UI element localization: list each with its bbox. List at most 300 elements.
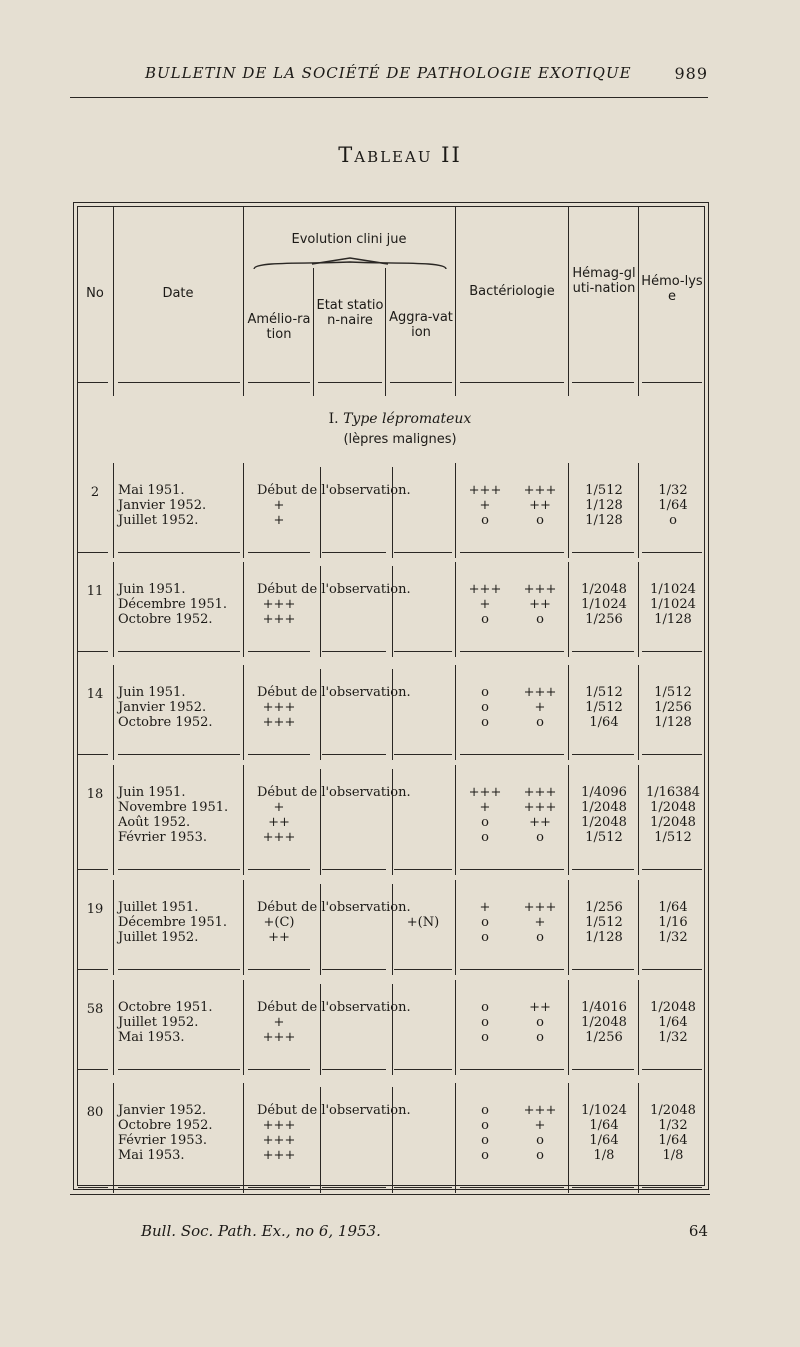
journal-reference: Bull. Soc. Path. Ex., no 6, 1953. xyxy=(141,1222,381,1240)
aggravation-list-value xyxy=(390,715,456,730)
case-number: 58 xyxy=(86,1002,104,1017)
group-col-divider xyxy=(455,1083,456,1193)
group-bottom-rule xyxy=(78,969,108,970)
bacteriology-left-list-value: o xyxy=(481,1000,489,1015)
aggravation-list-value: +(N) xyxy=(406,915,440,930)
bacteriology-left-list xyxy=(460,685,510,730)
hemagglutination-list-value: 1/1024 xyxy=(581,597,627,612)
group-bottom-rule xyxy=(572,552,634,553)
group-bottom-rule xyxy=(118,754,240,755)
hemagglutination-list-value: 1/64 xyxy=(589,715,619,730)
group-subcol-divider xyxy=(392,1087,393,1193)
amelioration-list-value xyxy=(248,1000,310,1015)
aggravation-list-value xyxy=(390,1148,456,1163)
hemagglutination-list-value: 1/8 xyxy=(593,1148,615,1163)
section-title: Type lépromateux xyxy=(343,411,472,427)
evolution-start: Début de l'observation. xyxy=(257,685,411,700)
group-col-divider xyxy=(243,665,244,760)
hemolyse-list-value: 1/128 xyxy=(654,612,692,627)
date-list-value: Mai 1951. xyxy=(118,483,185,498)
amelioration-list-value xyxy=(248,582,310,597)
group-col-divider xyxy=(455,463,456,558)
group-bottom-rule xyxy=(460,754,564,755)
aggravation-list-value xyxy=(390,900,456,915)
aggravation-list xyxy=(390,582,456,627)
bacteriology-right-list-value: o xyxy=(536,1030,544,1045)
bacteriology-right-list-value: o xyxy=(536,930,544,945)
aggravation-list xyxy=(390,1000,456,1045)
group-bottom-rule xyxy=(78,1069,108,1070)
amelioration-list-value: +++ xyxy=(262,597,296,612)
amelioration-list-value xyxy=(248,1103,310,1118)
group-subcol-divider xyxy=(320,467,321,558)
page-number: 989 xyxy=(674,64,708,83)
group-col-divider xyxy=(243,880,244,975)
aggravation-list xyxy=(390,1103,456,1163)
hemolyse-list-value: 1/1024 xyxy=(650,597,696,612)
date-list-value: Juin 1951. xyxy=(118,785,186,800)
hemagglutination-list-value: 1/64 xyxy=(589,1118,619,1133)
aggravation-list-value xyxy=(390,612,456,627)
bacteriology-right-list-value: o xyxy=(536,513,544,528)
group-bottom-rule xyxy=(78,869,108,870)
group-bottom-rule xyxy=(460,552,564,553)
hemolyse-list-value: 1/1024 xyxy=(650,582,696,597)
hemolyse-list-value: o xyxy=(669,513,677,528)
date-list xyxy=(118,785,244,845)
aggravation-list-value xyxy=(390,700,456,715)
amelioration-list-value: ++ xyxy=(268,815,290,830)
group-bottom-rule xyxy=(248,1187,310,1188)
section-subtitle: (lèpres malignes) xyxy=(343,432,457,447)
group-col-divider xyxy=(243,1083,244,1193)
date-list-value: Juin 1951. xyxy=(118,685,186,700)
group-bottom-rule xyxy=(642,1187,702,1188)
date-list-value: Juillet 1951. xyxy=(118,900,199,915)
date-list xyxy=(118,1000,244,1045)
group-col-divider xyxy=(455,765,456,875)
hemolyse-list-value: 1/64 xyxy=(658,900,688,915)
header-rule-hemag xyxy=(572,382,634,383)
group-col-divider xyxy=(638,463,639,558)
group-col-divider xyxy=(638,980,639,1075)
hemolyse-list-value: 1/32 xyxy=(658,1118,688,1133)
header-evolution: Evolution clini jue xyxy=(291,232,407,247)
evolution-start: Début de l'observation. xyxy=(257,1103,411,1118)
aggravation-list-value xyxy=(390,582,456,597)
group-bottom-rule xyxy=(642,969,702,970)
hemolyse-list-value: 1/2048 xyxy=(650,1000,696,1015)
hemagglutination-list-value: 1/2048 xyxy=(581,800,627,815)
group-col-divider xyxy=(113,980,114,1075)
group-col-divider xyxy=(638,880,639,975)
group-bottom-rule xyxy=(460,1187,564,1188)
aggravation-list-value xyxy=(390,785,456,800)
amelioration-list-value: +(C) xyxy=(263,915,295,930)
col-divider-amel-stat xyxy=(313,268,314,396)
hemagglutination-list-value: 1/2048 xyxy=(581,815,627,830)
hemagglutination-list xyxy=(572,785,636,845)
group-col-divider xyxy=(568,1083,569,1193)
group-bottom-rule xyxy=(118,552,240,553)
case-number: 80 xyxy=(86,1105,104,1120)
group-col-divider xyxy=(113,665,114,760)
evolution-start: Début de l'observation. xyxy=(257,900,411,915)
group-subcol-divider xyxy=(392,884,393,975)
bacteriology-right-list xyxy=(512,685,568,730)
bacteriology-left-list-value: + xyxy=(479,900,491,915)
bacteriology-right-list xyxy=(512,582,568,627)
hemolyse-list-value: 1/512 xyxy=(654,685,692,700)
amelioration-list-value xyxy=(248,900,310,915)
group-col-divider xyxy=(455,562,456,657)
aggravation-list-value xyxy=(390,800,456,815)
group-col-divider xyxy=(113,562,114,657)
bacteriology-right-list-value: +++ xyxy=(523,1103,557,1118)
bacteriology-left-list-value: o xyxy=(481,612,489,627)
bacteriology-left-list xyxy=(460,900,510,945)
group-col-divider xyxy=(113,765,114,875)
header-date: Date xyxy=(162,286,194,301)
amelioration-list-value: + xyxy=(273,498,285,513)
bacteriology-left-list-value: o xyxy=(481,1030,489,1045)
group-bottom-rule xyxy=(642,754,702,755)
hemolyse-list-value: 1/64 xyxy=(658,498,688,513)
hemolyse-list xyxy=(642,1000,704,1045)
hemagglutination-list-value: 1/256 xyxy=(585,1030,623,1045)
bacteriology-left-list-value: o xyxy=(481,1103,489,1118)
group-bottom-rule xyxy=(572,1187,634,1188)
group-bottom-rule xyxy=(118,1069,240,1070)
hemagglutination-list-value: 1/128 xyxy=(585,498,623,513)
group-bottom-rule xyxy=(78,552,108,553)
hemolyse-list-value: 1/128 xyxy=(654,715,692,730)
bacteriology-right-list xyxy=(512,1103,568,1163)
amelioration-list-value: +++ xyxy=(262,1133,296,1148)
evolution-brace xyxy=(252,255,448,271)
hemolyse-list-value: 1/2048 xyxy=(650,800,696,815)
group-bottom-rule xyxy=(572,969,634,970)
group-col-divider xyxy=(455,880,456,975)
group-subcol-divider xyxy=(392,669,393,760)
date-list-value: Juillet 1952. xyxy=(118,513,199,528)
amelioration-list-value: + xyxy=(273,800,285,815)
group-bottom-rule xyxy=(394,651,452,652)
aggravation-list-value xyxy=(390,498,456,513)
date-list-value: Août 1952. xyxy=(118,815,191,830)
date-list-value: Janvier 1952. xyxy=(118,1103,207,1118)
hemolyse-list-value: 1/64 xyxy=(658,1133,688,1148)
group-bottom-rule xyxy=(642,1069,702,1070)
group-bottom-rule xyxy=(572,754,634,755)
amelioration-list-value: +++ xyxy=(262,715,296,730)
bacteriology-left-list-value: o xyxy=(481,915,489,930)
bacteriology-right-list xyxy=(512,785,568,845)
amelioration-list-value: + xyxy=(273,513,285,528)
group-col-divider xyxy=(113,1083,114,1193)
page-footer xyxy=(70,1222,710,1244)
hemagglutination-list-value: 1/512 xyxy=(585,915,623,930)
aggravation-list-value xyxy=(390,1000,456,1015)
group-col-divider xyxy=(243,463,244,558)
bacteriology-left-list-value: o xyxy=(481,685,489,700)
bacteriology-right-list-value: o xyxy=(536,1133,544,1148)
group-bottom-rule xyxy=(394,869,452,870)
group-bottom-rule xyxy=(322,969,386,970)
group-bottom-rule xyxy=(394,552,452,553)
date-list xyxy=(118,483,244,528)
bacteriology-right-list xyxy=(512,483,568,528)
header-rule-bact xyxy=(460,382,564,383)
date-list-value: Novembre 1951. xyxy=(118,800,229,815)
hemolyse-list xyxy=(642,685,704,730)
amelioration-list-value: +++ xyxy=(262,1148,296,1163)
group-bottom-rule xyxy=(460,869,564,870)
amelioration-list-value xyxy=(248,785,310,800)
group-col-divider xyxy=(568,562,569,657)
group-bottom-rule xyxy=(118,969,240,970)
bacteriology-right-list-value: + xyxy=(534,1118,546,1133)
hemolyse-list-value: 1/64 xyxy=(658,1015,688,1030)
group-subcol-divider xyxy=(320,984,321,1075)
amelioration-list xyxy=(248,582,310,627)
group-bottom-rule xyxy=(460,651,564,652)
bacteriology-right-list xyxy=(512,1000,568,1045)
hemolyse-list xyxy=(642,1103,704,1163)
evolution-start: Début de l'observation. xyxy=(257,483,411,498)
bacteriology-right-list-value: +++ xyxy=(523,685,557,700)
hemagglutination-list-value: 1/512 xyxy=(585,483,623,498)
group-bottom-rule xyxy=(322,754,386,755)
group-col-divider xyxy=(113,880,114,975)
hemagglutination-list xyxy=(572,582,636,627)
bacteriology-left-list xyxy=(460,1103,510,1163)
date-list-value: Février 1953. xyxy=(118,830,207,845)
group-subcol-divider xyxy=(392,769,393,875)
group-bottom-rule xyxy=(248,1069,310,1070)
signature-number: 64 xyxy=(688,1222,708,1240)
amelioration-list xyxy=(248,483,310,528)
hemolyse-list xyxy=(642,582,704,627)
hemolyse-list-value: 1/2048 xyxy=(650,1103,696,1118)
group-bottom-rule xyxy=(460,969,564,970)
bacteriology-right-list-value: ++ xyxy=(529,1000,551,1015)
bacteriology-right-list-value: o xyxy=(536,612,544,627)
date-list-value: Janvier 1952. xyxy=(118,700,207,715)
bacteriology-left-list-value: o xyxy=(481,700,489,715)
hemagglutination-list-value: 1/256 xyxy=(585,612,623,627)
header-bacteriologie: Bactériologie xyxy=(469,284,555,299)
aggravation-list-value xyxy=(390,815,456,830)
bacteriology-left-list-value: o xyxy=(481,815,489,830)
date-list-value: Mai 1953. xyxy=(118,1030,185,1045)
header-rule xyxy=(70,97,708,98)
hemolyse-list-value: 1/512 xyxy=(654,830,692,845)
hemolyse-list xyxy=(642,900,704,945)
header-rule-hemo xyxy=(642,382,702,383)
date-list-value: Mai 1953. xyxy=(118,1148,185,1163)
group-subcol-divider xyxy=(392,566,393,657)
bacteriology-left-list-value: +++ xyxy=(468,785,502,800)
amelioration-list-value: +++ xyxy=(262,700,296,715)
bacteriology-left-list-value: o xyxy=(481,1118,489,1133)
bacteriology-left-list xyxy=(460,1000,510,1045)
group-col-divider xyxy=(638,1083,639,1193)
bacteriology-left-list-value: + xyxy=(479,800,491,815)
group-subcol-divider xyxy=(392,467,393,558)
bacteriology-right-list-value: o xyxy=(536,1148,544,1163)
group-col-divider xyxy=(568,980,569,1075)
group-bottom-rule xyxy=(642,869,702,870)
hemagglutination-list-value: 1/512 xyxy=(585,830,623,845)
evolution-start: Début de l'observation. xyxy=(257,1000,411,1015)
date-list-value: Janvier 1952. xyxy=(118,498,207,513)
group-subcol-divider xyxy=(320,669,321,760)
hemolyse-list xyxy=(642,785,704,845)
case-number: 18 xyxy=(86,787,104,802)
amelioration-list xyxy=(248,685,310,730)
case-number: 14 xyxy=(86,687,104,702)
group-bottom-rule xyxy=(394,1069,452,1070)
amelioration-list-value: +++ xyxy=(262,830,296,845)
bacteriology-left-list xyxy=(460,582,510,627)
journal-title: BULLETIN DE LA SOCIÉTÉ DE PATHOLOGIE EXOTIQUE xyxy=(145,64,632,82)
header-hemagglutination: Hémag-gluti-nation xyxy=(572,266,636,296)
group-col-divider xyxy=(568,463,569,558)
group-bottom-rule xyxy=(572,1069,634,1070)
date-list xyxy=(118,1103,244,1163)
group-col-divider xyxy=(243,765,244,875)
group-bottom-rule xyxy=(248,869,310,870)
date-list-value: Juillet 1952. xyxy=(118,1015,199,1030)
group-bottom-rule xyxy=(394,1187,452,1188)
bacteriology-right-list-value: ++ xyxy=(529,597,551,612)
group-bottom-rule xyxy=(460,1069,564,1070)
date-list-value: Juin 1951. xyxy=(118,582,186,597)
amelioration-list-value: +++ xyxy=(262,1118,296,1133)
aggravation-list-value xyxy=(390,685,456,700)
hemolyse-list-value: 1/256 xyxy=(654,700,692,715)
bacteriology-left-list-value: o xyxy=(481,830,489,845)
hemagglutination-list xyxy=(572,1103,636,1163)
aggravation-list xyxy=(390,483,456,528)
amelioration-list-value: +++ xyxy=(262,612,296,627)
amelioration-list xyxy=(248,1103,310,1163)
hemolyse-list-value: 1/8 xyxy=(662,1148,684,1163)
hemagglutination-list-value: 1/128 xyxy=(585,513,623,528)
group-bottom-rule xyxy=(322,1069,386,1070)
group-col-divider xyxy=(638,665,639,760)
header-rule-amel xyxy=(248,382,310,383)
bacteriology-right-list-value: + xyxy=(534,700,546,715)
hemagglutination-list-value: 1/256 xyxy=(585,900,623,915)
bacteriology-left-list-value: o xyxy=(481,513,489,528)
group-bottom-rule xyxy=(572,651,634,652)
header-amelioration: Amélio-ration xyxy=(247,312,311,342)
aggravation-list xyxy=(390,785,456,845)
hemagglutination-list-value: 1/4096 xyxy=(581,785,627,800)
group-bottom-rule xyxy=(248,754,310,755)
hemagglutination-list-value: 1/1024 xyxy=(581,1103,627,1118)
bacteriology-left-list xyxy=(460,785,510,845)
date-list-value: Décembre 1951. xyxy=(118,597,227,612)
bacteriology-right-list-value: +++ xyxy=(523,483,557,498)
case-number: 19 xyxy=(86,902,104,917)
amelioration-list-value xyxy=(248,685,310,700)
group-bottom-rule xyxy=(118,651,240,652)
bacteriology-left-list xyxy=(460,483,510,528)
group-col-divider xyxy=(568,880,569,975)
col-divider-hemag-hemo xyxy=(638,206,639,396)
date-list xyxy=(118,685,244,730)
group-col-divider xyxy=(455,980,456,1075)
hemolyse-list xyxy=(642,483,704,528)
amelioration-list-value: +++ xyxy=(262,1030,296,1045)
group-bottom-rule xyxy=(248,651,310,652)
group-bottom-rule xyxy=(78,754,108,755)
bacteriology-left-list-value: o xyxy=(481,1133,489,1148)
hemagglutination-list xyxy=(572,1000,636,1045)
running-head xyxy=(70,64,710,86)
date-list-value: Octobre 1951. xyxy=(118,1000,213,1015)
bacteriology-left-list-value: o xyxy=(481,930,489,945)
group-col-divider xyxy=(455,665,456,760)
hemolyse-list-value: 1/16 xyxy=(658,915,688,930)
group-bottom-rule xyxy=(248,969,310,970)
col-divider-bact-hemag xyxy=(568,206,569,396)
bacteriology-right-list-value: +++ xyxy=(523,800,557,815)
hemagglutination-list xyxy=(572,900,636,945)
group-subcol-divider xyxy=(320,1087,321,1193)
bacteriology-left-list-value: o xyxy=(481,715,489,730)
group-bottom-rule xyxy=(248,552,310,553)
header-stationnaire: Etat station-naire xyxy=(316,298,384,328)
aggravation-list-value xyxy=(390,1015,456,1030)
header-rule-date xyxy=(118,382,240,383)
bacteriology-right-list-value: o xyxy=(536,830,544,845)
amelioration-list xyxy=(248,785,310,845)
group-col-divider xyxy=(243,980,244,1075)
hemagglutination-list-value: 1/2048 xyxy=(581,582,627,597)
header-aggravation: Aggra-vation xyxy=(389,310,453,340)
bacteriology-right-list-value: o xyxy=(536,1015,544,1030)
col-divider-stat-aggr xyxy=(385,268,386,396)
aggravation-list xyxy=(390,900,456,945)
case-number: 2 xyxy=(90,485,100,500)
case-number: 11 xyxy=(86,584,104,599)
bacteriology-left-list-value: +++ xyxy=(468,483,502,498)
date-list-value: Octobre 1952. xyxy=(118,715,213,730)
group-col-divider xyxy=(638,562,639,657)
date-list-value: Décembre 1951. xyxy=(118,915,227,930)
date-list xyxy=(118,900,244,945)
hemolyse-list-value: 1/2048 xyxy=(650,815,696,830)
hemolyse-list-value: 1/32 xyxy=(658,930,688,945)
aggravation-list xyxy=(390,685,456,730)
header-hemolyse: Hémo-lyse xyxy=(641,274,703,304)
header-no: No xyxy=(86,286,104,301)
group-bottom-rule xyxy=(322,869,386,870)
group-col-divider xyxy=(568,665,569,760)
hemagglutination-list-value: 1/512 xyxy=(585,685,623,700)
amelioration-list-value: ++ xyxy=(268,930,290,945)
group-bottom-rule xyxy=(642,651,702,652)
hemolyse-list-value: 1/16384 xyxy=(645,785,700,800)
group-bottom-rule xyxy=(642,552,702,553)
hemagglutination-list-value: 1/4016 xyxy=(581,1000,627,1015)
hemolyse-list-value: 1/32 xyxy=(658,1030,688,1045)
group-bottom-rule xyxy=(572,869,634,870)
